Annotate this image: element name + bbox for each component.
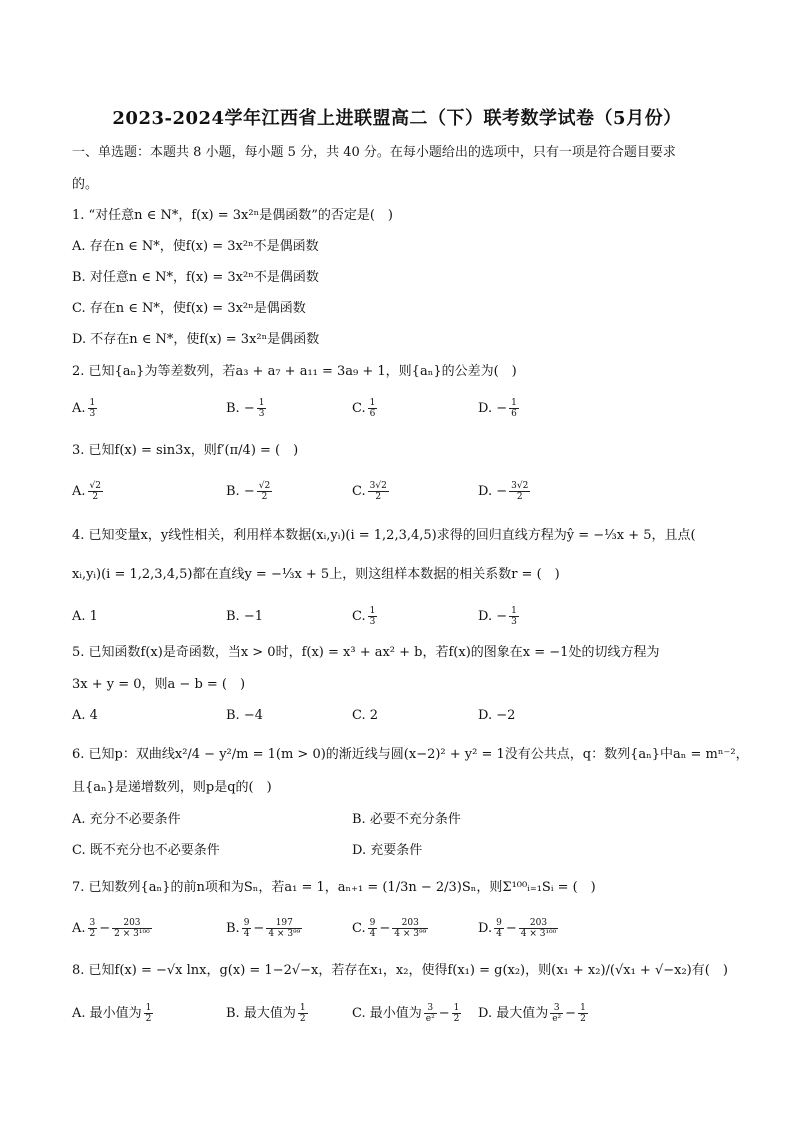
question-4-option-c: C. $\frac{1}{3}$ <box>352 606 376 627</box>
question-5-stem: 5. 已知函数f(x)是奇函数，当x > 0时，f(x) = x³ + ax² + b，若f(x)的图象在x = −1处的切线方程为 <box>72 645 660 660</box>
question-6-option-a: A. 充分不必要条件 <box>72 812 181 827</box>
question-6-stem: 6. 已知p：双曲线x²/4 − y²/m = 1(m > 0)的渐近线与圆(x−2)² + y² = 1没有公共点，q：数列{aₙ}中aₙ = mⁿ⁻²， <box>72 747 749 762</box>
question-6-stem-cont: 且{aₙ}是递增数列，则p是q的( ) <box>72 780 272 795</box>
question-8-option-c: C. 最小值为 $\frac{3}{\text{e²}}$ − $\frac{1}{2}$ <box>352 1003 460 1024</box>
question-1-option-d: D. 不存在n ∈ N*，使f(x) = 3x²ⁿ是偶函数 <box>72 332 320 347</box>
question-2-option-d: D. − $\frac{1}{6}$ <box>478 398 517 419</box>
question-5-option-a: A. 4 <box>72 708 98 723</box>
question-4-option-b: B. −1 <box>226 609 263 624</box>
question-4-stem: 4. 已知变量x，y线性相关，利用样本数据(xᵢ,yᵢ)(i = 1,2,3,4,5)求得的回归直线方程为ŷ = −⅓x + 5，且点( <box>72 528 696 543</box>
page-title: 2023-2024学年江西省上进联盟高二（下）联考数学试卷（5月份） <box>112 108 682 129</box>
question-3-option-c: C. $\frac{3√2}{2}$ <box>352 481 387 502</box>
question-1-option-b: B. 对任意n ∈ N*，f(x) = 3x²ⁿ不是偶函数 <box>72 270 319 285</box>
question-6-option-d: D. 充要条件 <box>352 843 423 858</box>
question-7-option-c: C. $\frac{9}{4}$ − $\frac{203}{\text{4 × 3⁹⁹}}$ <box>352 918 427 939</box>
question-4-option-d: D. − $\frac{1}{3}$ <box>478 606 517 627</box>
question-5-option-d: D. −2 <box>478 708 516 723</box>
question-7-option-a: A. $\frac{3}{2}$ − $\frac{203}{\text{2 × 3¹⁰⁰}}$ <box>72 918 150 939</box>
question-7-option-d: D. $\frac{9}{4}$ − $\frac{203}{\text{4 × 3¹⁰⁰}}$ <box>478 918 557 939</box>
question-5-option-c: C. 2 <box>352 708 379 723</box>
question-1-stem: 1. “对任意n ∈ N*，f(x) = 3x²ⁿ是偶函数”的否定是( ) <box>72 208 393 223</box>
question-3-option-b: B. − $\frac{√2}{2}$ <box>226 481 271 502</box>
question-8-option-d: D. 最大值为 $\frac{3}{\text{e²}}$ − $\frac{1}{2}$ <box>478 1003 586 1024</box>
question-6-option-c: C. 既不充分也不必要条件 <box>72 843 220 858</box>
question-3-option-d: D. − $\frac{3√2}{2}$ <box>478 481 529 502</box>
question-2-option-a: A. $\frac{1}{3}$ <box>72 398 96 419</box>
question-4-option-a: A. 1 <box>72 609 98 624</box>
question-1-option-c: C. 存在n ∈ N*，使f(x) = 3x²ⁿ是偶函数 <box>72 301 306 316</box>
question-4-stem-cont: xᵢ,yᵢ)(i = 1,2,3,4,5)都在直线y = −⅓x + 5上，则这组样本数据的相关系数r = ( ) <box>72 567 560 582</box>
question-6-option-b: B. 必要不充分条件 <box>352 812 461 827</box>
question-8-stem: 8. 已知f(x) = −√x lnx，g(x) = 1−2√−x，若存在x₁，x₂，使得f(x₁) = g(x₂)，则(x₁ + x₂)/(√x₁ + √−x₂)有( ) <box>72 963 728 978</box>
question-2-option-b: B. − $\frac{1}{3}$ <box>226 398 265 419</box>
question-5-option-b: B. −4 <box>226 708 263 723</box>
question-3-stem: 3. 已知f(x) = sin3x，则f′(π/4) = ( ) <box>72 443 299 458</box>
question-3-option-a: A. $\frac{√2}{2}$ <box>72 481 101 502</box>
question-2-stem: 2. 已知{aₙ}为等差数列，若a₃ + a₇ + a₁₁ = 3a₉ + 1，则{aₙ}的公差为( ) <box>72 364 517 379</box>
question-8-option-b: B. 最大值为 $\frac{1}{2}$ <box>226 1003 306 1024</box>
question-8-option-a: A. 最小值为 $\frac{1}{2}$ <box>72 1003 152 1024</box>
question-7-option-b: B. $\frac{9}{4}$ − $\frac{197}{\text{4 × 3⁹⁹}}$ <box>226 918 301 939</box>
section-heading-cont: 的。 <box>72 177 99 192</box>
question-7-stem: 7. 已知数列{aₙ}的前n项和为Sₙ，若a₁ = 1，aₙ₊₁ = (1/3n − 2/3)Sₙ，则Σ¹⁰⁰ᵢ₌₁Sᵢ = ( ) <box>72 880 596 895</box>
question-5-stem-cont: 3x + y = 0，则a − b = ( ) <box>72 677 246 692</box>
question-2-option-c: C. $\frac{1}{6}$ <box>352 398 376 419</box>
question-1-option-a: A. 存在n ∈ N*，使f(x) = 3x²ⁿ不是偶函数 <box>72 239 319 254</box>
section-heading: 一、单选题：本题共 8 小题，每小题 5 分，共 40 分。在每小题给出的选项中，只有一项是符合题目要求 <box>72 145 676 160</box>
